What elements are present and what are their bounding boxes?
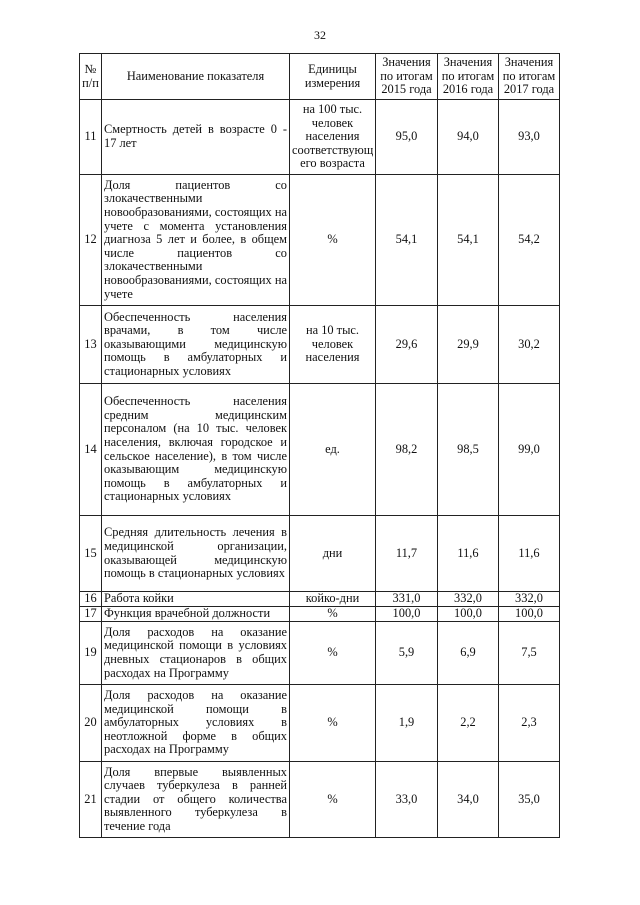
row-value-2015: 5,9 bbox=[376, 622, 438, 685]
row-name: Работа койки bbox=[102, 592, 290, 607]
row-value-2015: 98,2 bbox=[376, 384, 438, 516]
row-value-2016: 100,0 bbox=[438, 607, 499, 622]
row-num: 21 bbox=[80, 762, 102, 838]
row-value-2015: 331,0 bbox=[376, 592, 438, 607]
table-row bbox=[80, 175, 560, 306]
row-value-2015: 95,0 bbox=[376, 100, 438, 175]
row-unit: % bbox=[290, 685, 376, 762]
row-name: Доля пациентов со злокачественными новообразованиями, состоящих на учете с момента установления диагноза 5 лет и более, в общем числе пациентов со злокачественными новообразованиями, состоящих на учете bbox=[102, 175, 290, 306]
row-value-2015: 1,9 bbox=[376, 685, 438, 762]
row-value-2017: 35,0 bbox=[499, 762, 560, 838]
table-row bbox=[80, 100, 560, 175]
row-value-2016: 34,0 bbox=[438, 762, 499, 838]
row-value-2016: 29,9 bbox=[438, 306, 499, 384]
row-value-2017: 93,0 bbox=[499, 100, 560, 175]
row-value-2015: 54,1 bbox=[376, 175, 438, 306]
row-num: 14 bbox=[80, 384, 102, 516]
row-unit: % bbox=[290, 607, 376, 622]
header-2015: Значения по итогам 2015 года bbox=[376, 54, 438, 100]
row-unit: на 100 тыс. человек населения соответствующ его возраста bbox=[290, 100, 376, 175]
table-row bbox=[80, 622, 560, 685]
row-value-2017: 332,0 bbox=[499, 592, 560, 607]
row-unit: ед. bbox=[290, 384, 376, 516]
row-unit: % bbox=[290, 622, 376, 685]
header-2017: Значения по итогам 2017 года bbox=[499, 54, 560, 100]
row-name: Средняя длительность лечения в медицинской организации, оказывающей медицинскую помощь в стационарных условиях bbox=[102, 516, 290, 592]
header-2016: Значения по итогам 2016 года bbox=[438, 54, 499, 100]
page-number: 32 bbox=[314, 28, 326, 42]
row-name: Обеспеченность населения врачами, в том числе оказывающими медицинскую помощь в амбулаторных и стационарных условиях bbox=[102, 306, 290, 384]
row-value-2015: 11,7 bbox=[376, 516, 438, 592]
header-name: Наименование показателя bbox=[102, 54, 290, 100]
row-unit: % bbox=[290, 175, 376, 306]
table-row bbox=[80, 607, 560, 622]
row-num: 15 bbox=[80, 516, 102, 592]
row-value-2017: 54,2 bbox=[499, 175, 560, 306]
row-num: 13 bbox=[80, 306, 102, 384]
row-value-2017: 2,3 bbox=[499, 685, 560, 762]
row-value-2017: 100,0 bbox=[499, 607, 560, 622]
row-value-2017: 99,0 bbox=[499, 384, 560, 516]
row-name: Функция врачебной должности bbox=[102, 607, 290, 622]
row-value-2015: 29,6 bbox=[376, 306, 438, 384]
row-value-2016: 54,1 bbox=[438, 175, 499, 306]
row-name: Доля расходов на оказание медицинской помощи в условиях дневных стационаров в общих расходах на Программу bbox=[102, 622, 290, 685]
row-num: 16 bbox=[80, 592, 102, 607]
row-value-2016: 332,0 bbox=[438, 592, 499, 607]
row-name: Доля расходов на оказание медицинской помощи в амбулаторных условиях в неотложной форме в общих расходах на Программу bbox=[102, 685, 290, 762]
row-num: 19 bbox=[80, 622, 102, 685]
row-value-2017: 30,2 bbox=[499, 306, 560, 384]
row-name: Доля впервые выявленных случаев туберкулеза в ранней стадии от общего количества выявленного туберкулеза в течение года bbox=[102, 762, 290, 838]
row-value-2016: 11,6 bbox=[438, 516, 499, 592]
table-row bbox=[80, 516, 560, 592]
indicators-table bbox=[79, 53, 560, 838]
table-row bbox=[80, 306, 560, 384]
table-row bbox=[80, 384, 560, 516]
row-unit: на 10 тыс. человек населения bbox=[290, 306, 376, 384]
row-value-2016: 2,2 bbox=[438, 685, 499, 762]
row-unit: койко-дни bbox=[290, 592, 376, 607]
row-value-2016: 94,0 bbox=[438, 100, 499, 175]
table-row bbox=[80, 592, 560, 607]
row-num: 12 bbox=[80, 175, 102, 306]
row-value-2016: 6,9 bbox=[438, 622, 499, 685]
header-num: № п/п bbox=[80, 54, 102, 100]
row-unit: % bbox=[290, 762, 376, 838]
header-unit: Единицы измерения bbox=[290, 54, 376, 100]
row-name: Смертность детей в возрасте 0 - 17 лет bbox=[102, 100, 290, 175]
table-header-row bbox=[80, 54, 560, 100]
row-value-2017: 11,6 bbox=[499, 516, 560, 592]
row-value-2015: 100,0 bbox=[376, 607, 438, 622]
row-unit: дни bbox=[290, 516, 376, 592]
row-value-2017: 7,5 bbox=[499, 622, 560, 685]
row-num: 20 bbox=[80, 685, 102, 762]
row-num: 11 bbox=[80, 100, 102, 175]
row-value-2016: 98,5 bbox=[438, 384, 499, 516]
table-row bbox=[80, 762, 560, 838]
row-num: 17 bbox=[80, 607, 102, 622]
row-value-2015: 33,0 bbox=[376, 762, 438, 838]
table-row bbox=[80, 685, 560, 762]
row-name: Обеспеченность населения средним медицинским персоналом (на 10 тыс. человек населения, включая городское и сельское население), в том числе оказывающим медицинскую помощь в амбулаторных и стационарных условиях bbox=[102, 384, 290, 516]
